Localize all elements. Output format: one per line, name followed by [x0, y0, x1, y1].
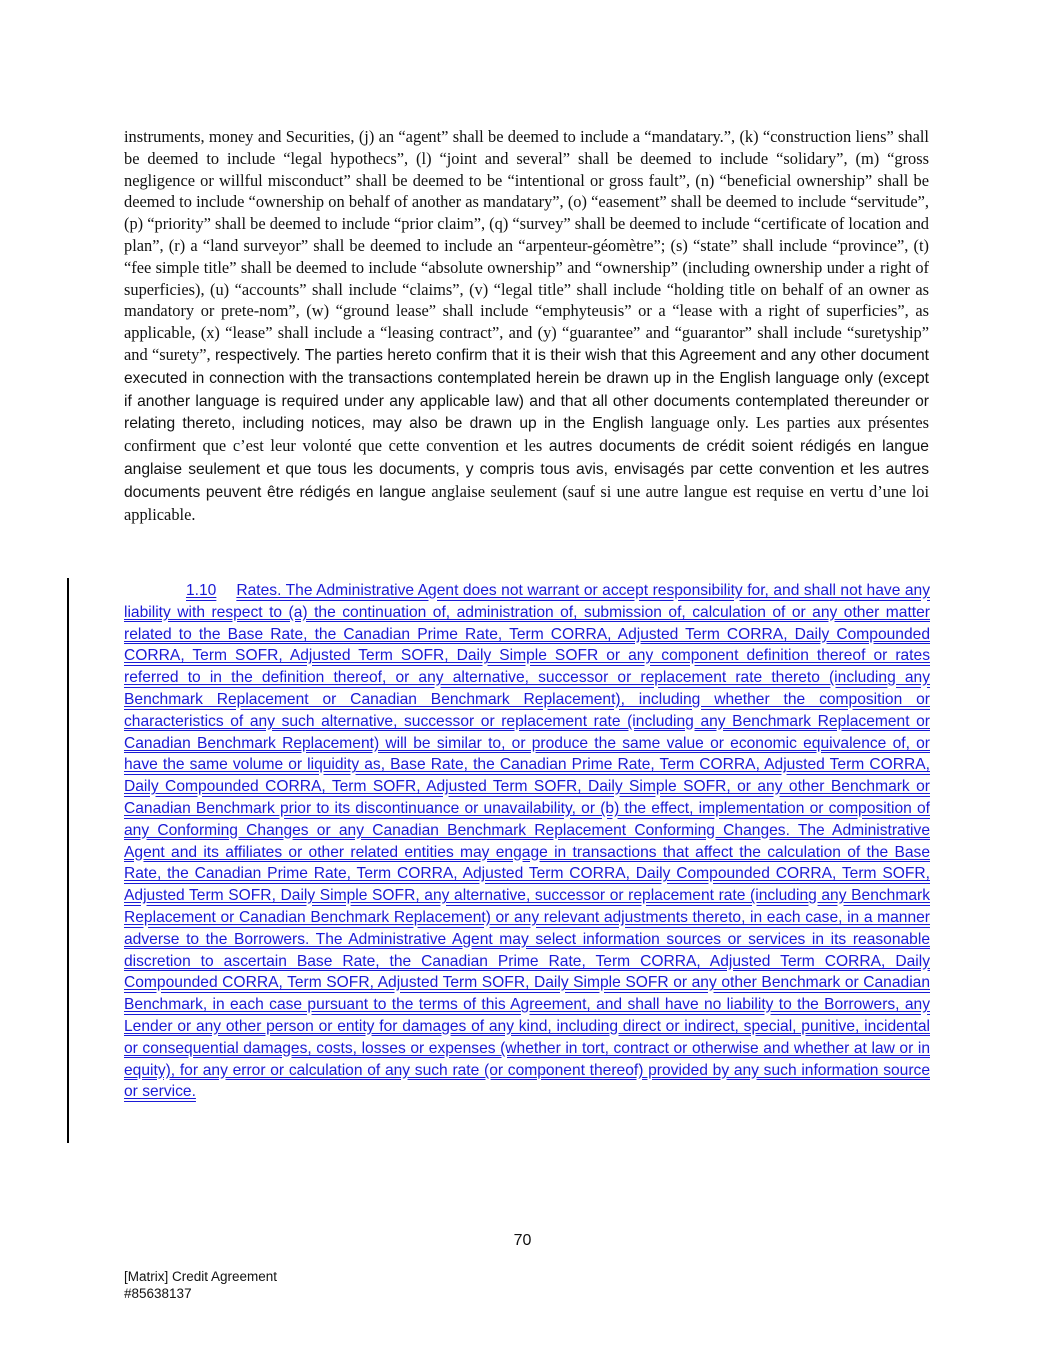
- section-body: Rates. The Administrative Agent does not warrant or accept responsibility for, and shall not have any liability with respect to (a) the continuation of, administration of, submission of, calculation of or any other matter related to the Base Rate, the Canadian Prime Rate, Term CORRA, Adjusted Term CORRA, Daily Compounded CORRA, Term SOFR, Adjusted Term SOFR, Daily Simple SOFR or any component definition thereof or rates referred to in the definition thereof, or any alternative, successor or replacement rate thereto (including any Benchmark Replacement or Canadian Benchmark Replacement), including whether the composition or characteristics of any such alternative, successor or replacement rate (including any Benchmark Replacement or Canadian Benchmark Replacement) will be similar to, or produce the same value or economic equivalence of, or have the same volume or liquidity as, Base Rate, the Canadian Prime Rate, Term CORRA, Adjusted Term CORRA, Daily Compounded CORRA, Term SOFR, Adjusted Term SOFR, Daily Simple SOFR, or any other Benchmark or Canadian Benchmark prior to its discontinuance or unavailability, or (b) the effect, implementation or composition of any Conforming Changes or any Canadian Benchmark Replacement Conforming Changes. The Administrative Agent and its affiliates or other related entities may engage in transactions that affect the calculation of the Base Rate, the Canadian Prime Rate, Term CORRA, Adjusted Term CORRA, Daily Compounded CORRA, Term SOFR, Adjusted Term SOFR, Daily Simple SOFR, any alternative, successor or replacement rate (including any Benchmark Replacement or Canadian Benchmark Replacement) or any relevant adjustments thereto, in each case, in a manner adverse to the Borrowers. The Administrative Agent may select information sources or services in its reasonable discretion to ascertain Base Rate, the Canadian Prime Rate, Term CORRA, Adjusted Term CORRA, Daily Compounded CORRA, Term SOFR, Adjusted Term SOFR, Daily Simple SOFR or any other Benchmark or Canadian Benchmark, in each case pursuant to the terms of this Agreement, and shall have no liability to the Borrowers, any Lender or any other person or entity for damages of any kind, including direct or indirect, special, punitive, incidental or consequential damages, costs, losses or expenses (whether in tort, contract or otherwise and whether at law or in equity), for any error or calculation of any such rate (or component thereof) provided by any such information source or service.: [124, 582, 930, 1101]
- section-1-10-inserted-text: [124, 580, 930, 1103]
- body-paragraph: [124, 126, 929, 525]
- body-text-sans-1: respectively. The parties hereto confirm that it is their wish that this Agreement and any other document executed in connection with the transactions contemplated herein be drawn up in the English language only (except if another language is required under any applicable law) and that all other documents contemplated thereunder or relating thereto, including notices, may also be drawn up in the English: [124, 346, 929, 433]
- footer-document-id: #85638137: [124, 1286, 192, 1301]
- body-text-sans-2: autres documents de crédit soient rédigés en langue anglaise seulement et que tous les documents, y compris tous avis, envisagés par cette convention et les autres documents peuvent être rédigés en langue: [124, 438, 929, 501]
- body-text-serif-2: language only. Les parties aux présentes confirment que c’est leur volonté que cette convention et les: [124, 413, 929, 456]
- body-text-serif-3: anglaise seulement (sauf si une autre langue est requise en vertu d’une loi applicable.: [124, 481, 929, 524]
- page-number: 70: [513, 1232, 532, 1249]
- revision-change-bar: [67, 578, 69, 1143]
- body-text-serif-1: instruments, money and Securities, (j) an “agent” shall be deemed to include a “mandatary.”, (k) “construction liens” shall be deemed to include “legal hypothecs”, (l) “joint and several” shall be deemed to include “solidary”, (m) “gross negligence or willful misconduct” shall be deemed to be “intentional or gross fault”, (n) “beneficial ownership” shall be deemed to include “ownership on behalf of another as mandatary”, (o) “easement” shall be deemed to include “servitude”, (p) “priority” shall be deemed to include “prior claim”, (q) “survey” shall be deemed to include “certificate of location and plan”, (r) a “land surveyor” shall be deemed to include an “arpenteur-géomètre”; (s) “state” shall include “province”, (t) “fee simple title” shall be deemed to include “absolute ownership” and “ownership” (including ownership under a right of superficies), (u) “accounts” shall include “claims”, (v) “legal title” shall include “holding title on behalf of an owner as mandatory or prete-nom”, (w) “ground lease” shall include “emphyteusis” or a “lease with a right of superficies”, as applicable, (x) “lease” shall include a “leasing contract”, and (y) “guarantee” and “guarantor” shall include “suretyship” and “surety”,: [124, 127, 929, 364]
- section-number: 1.10: [186, 582, 217, 599]
- footer-agreement-title: [Matrix] Credit Agreement: [124, 1269, 278, 1284]
- document-footer: [124, 1268, 277, 1302]
